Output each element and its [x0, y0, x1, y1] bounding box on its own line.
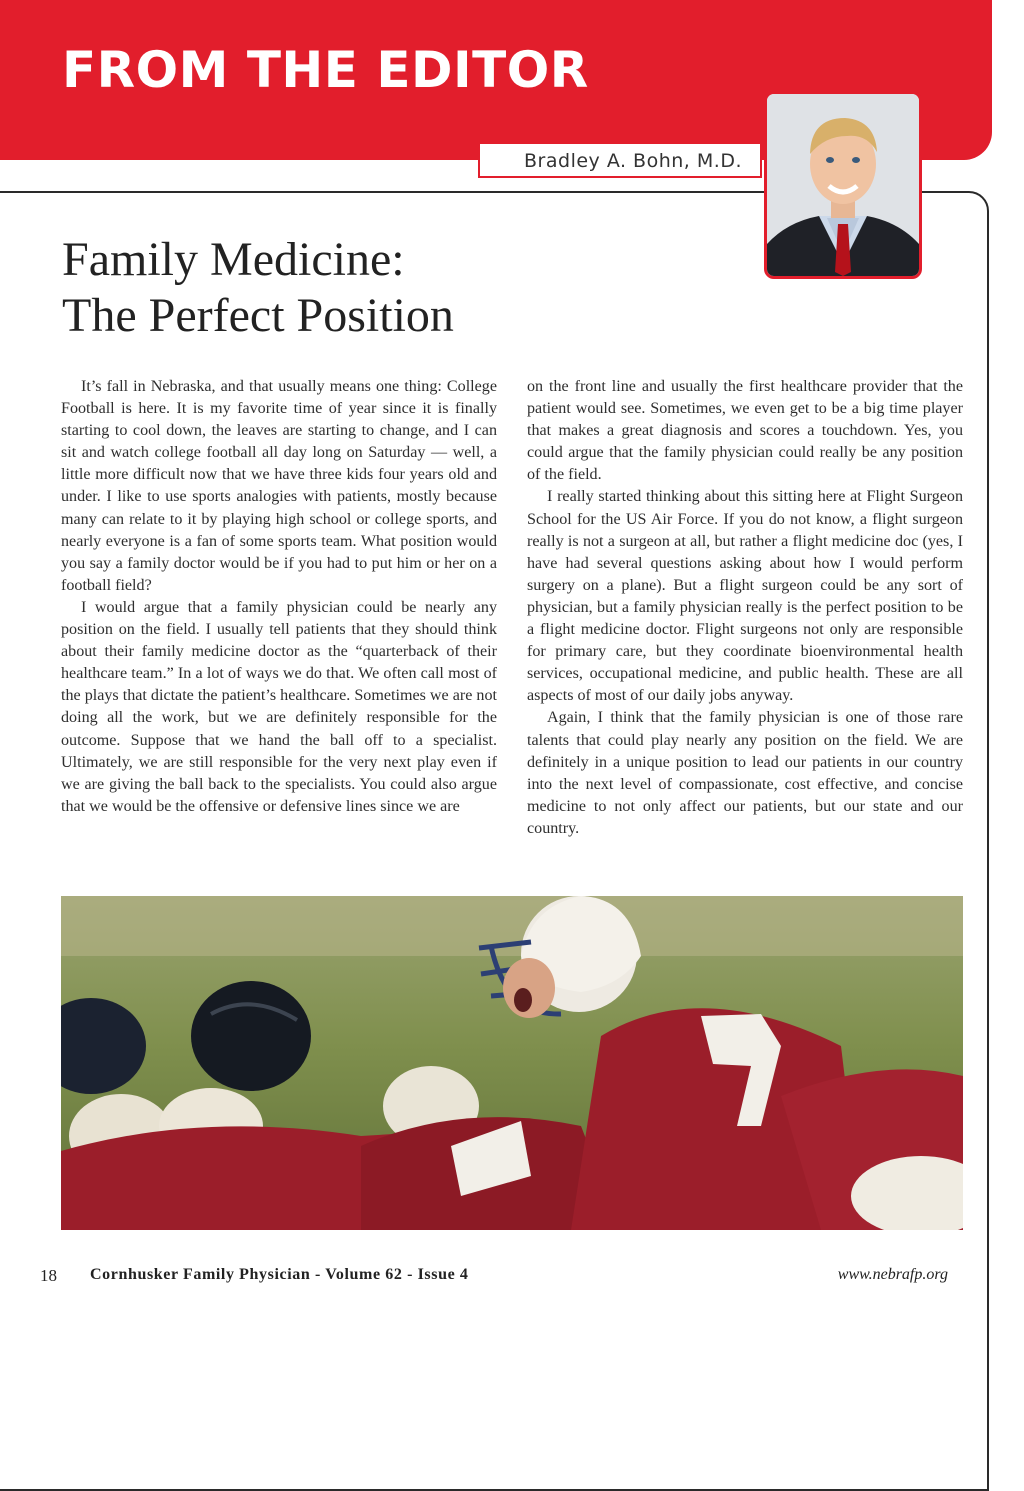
article-title-line-1: Family Medicine:: [62, 233, 405, 286]
article-title-line-2: The Perfect Position: [62, 289, 454, 342]
author-portrait: [764, 91, 922, 279]
football-photo: [61, 896, 963, 1230]
article-column-1: [61, 376, 497, 818]
football-scene-illustration: [61, 896, 963, 1230]
article-column-2: [527, 376, 963, 840]
portrait-illustration: [767, 94, 919, 276]
paragraph: I really started thinking about this sitting here at Flight Surgeon School for the US Air Force. If you do not know, a flight surgeon really is not a surgeon at all, but rather a flight medicine doc (yes, I have had several questions asking about how I would perform surgery on a plane). But a flight surgeon could be any sort of physician, but a family physician really is the perfect position to be a flight medicine doctor. Flight surgeons not only are responsible for primary care, but they coordinate bioenvironmental health services, occupational medicine, and public health. These are all aspects of most of our daily jobs anyway.: [527, 488, 963, 705]
article-title: [62, 232, 454, 344]
section-title: FROM THE EDITOR: [62, 41, 589, 99]
paragraph: I would argue that a family physician could be nearly any position on the field. I usually tell patients that they should think about their family medicine doctor as the “quarterback of their healthcare team.” In a lot of ways we do that. We often call most of the plays that dictate the patient’s healthcare. Sometimes we are not doing all the work, but we are definitely responsible for the outcome. Suppose that we hand the ball off to a specialist. Ultimately, we are still responsible for the very next play even if we are giving the ball back to the specialists. You could also argue that we would be the offensive or defensive lines since we are: [61, 598, 497, 815]
publication-name: Cornhusker Family Physician - Volume 62 - Issue 4: [90, 1266, 469, 1283]
page-number: 18: [40, 1266, 57, 1285]
paragraph: Again, I think that the family physician is one of those rare talents that could play nearly any position on the field. We are definitely in a unique position to lead our patients in our country into the next level of compassionate, cost effective, and concise medicine to not only affect our patients, but our state and our country.: [527, 709, 963, 837]
author-byline: Bradley A. Bohn, M.D.: [478, 142, 762, 178]
paragraph: on the front line and usually the first healthcare provider that the patient would see. Sometimes, we even get to be a big time player that makes a great diagnosis and scores a touchdown. Yes, you could argue that the family physician could really be any position of the field.: [527, 378, 963, 484]
page-footer: [40, 1264, 948, 1290]
website-link[interactable]: www.nebrafp.org: [837, 1266, 948, 1283]
paragraph: It’s fall in Nebraska, and that usually means one thing: College Football is here. It is my favorite time of year since it is finally starting to cool down, the leaves are starting to change, and I can sit and watch college football all day long on Saturday — well, a little more difficult now that we have three kids four years old and under. I like to use sports analogies with patients, mostly because many can relate to it by playing high school or college sports, and nearly everyone is a fan of some sports team. What position would you say a family doctor would be if you had to put him or her on a football field?: [61, 378, 497, 594]
